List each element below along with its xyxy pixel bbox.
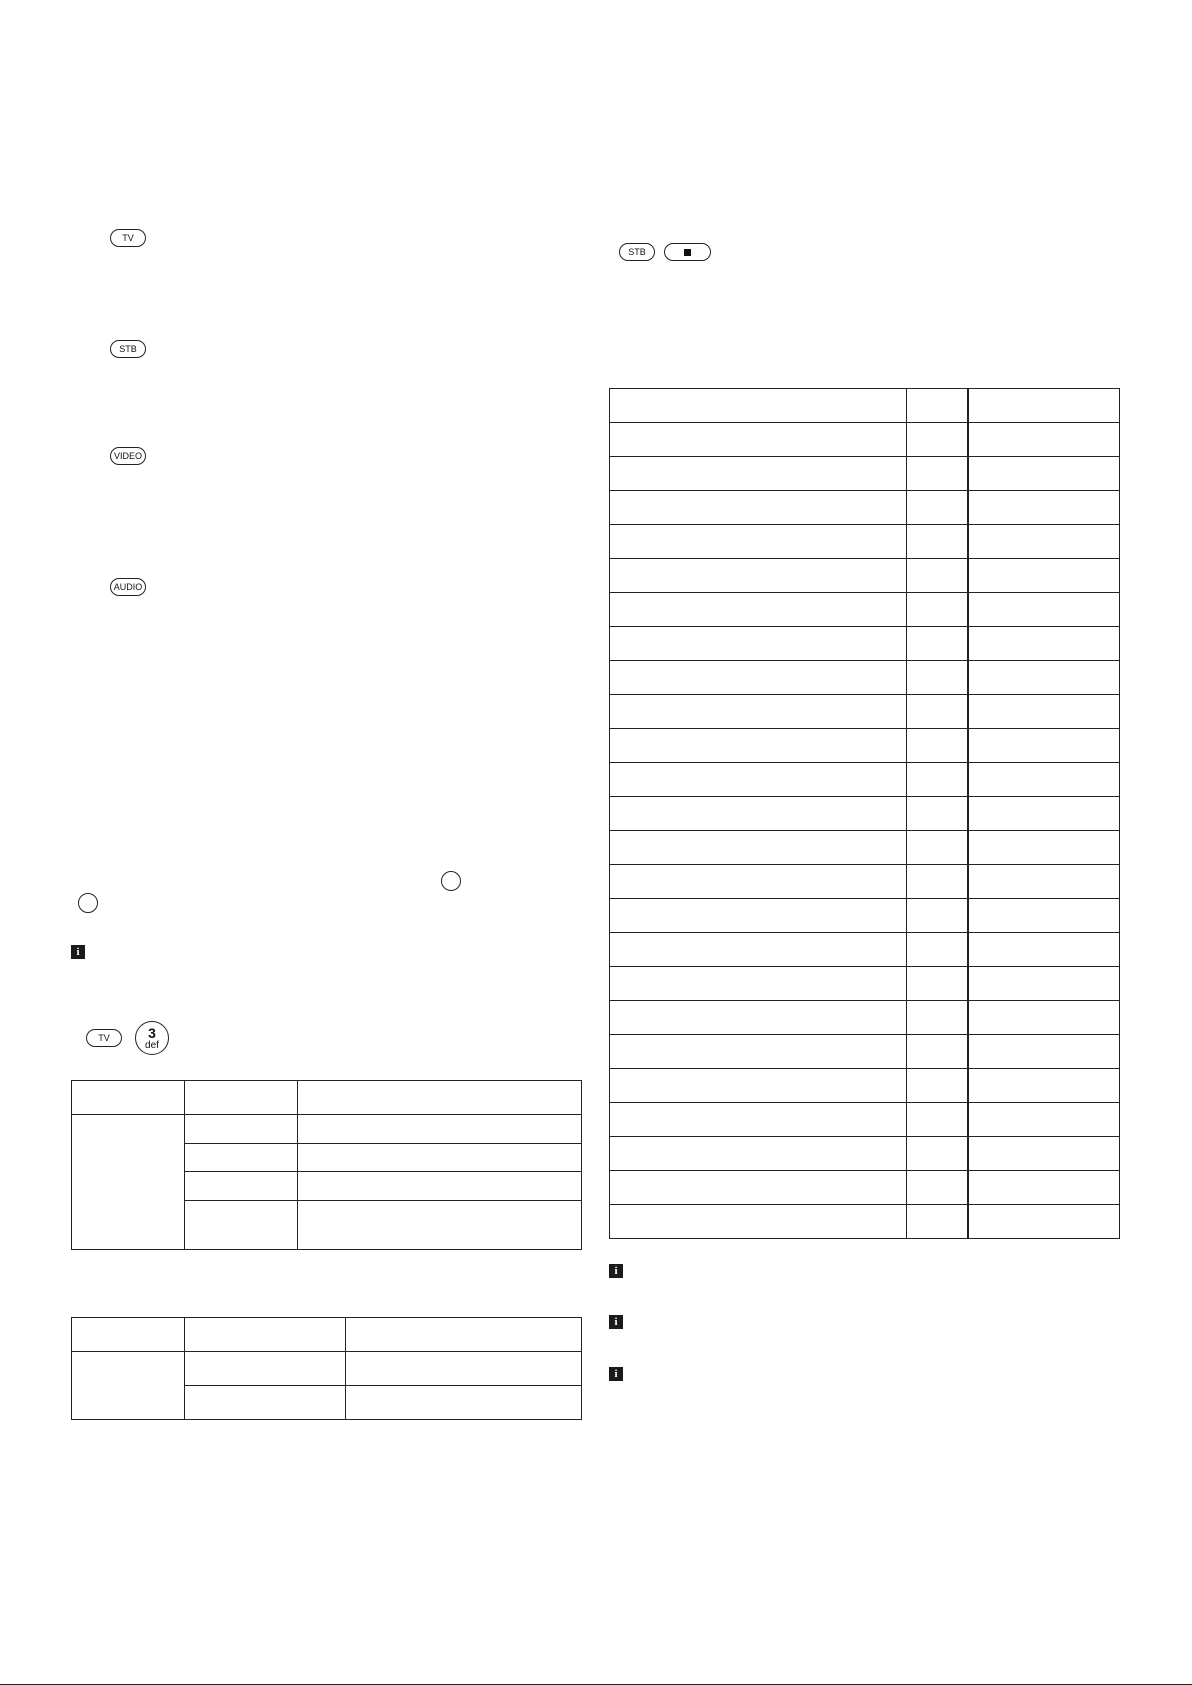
- table-cell: [907, 559, 968, 593]
- table-cell: [907, 865, 968, 899]
- info-icon: i: [71, 945, 85, 959]
- table-row: [610, 1205, 1120, 1239]
- table-row: [610, 899, 1120, 933]
- table-cell: [968, 729, 1120, 763]
- round-key-icon: [441, 871, 461, 891]
- table-cell: [968, 1103, 1120, 1137]
- table-cell: [185, 1318, 346, 1352]
- table-cell: [968, 695, 1120, 729]
- table-cell: [610, 763, 907, 797]
- tv-key-label: TV: [122, 232, 134, 243]
- digit-label: 3: [148, 1024, 156, 1041]
- table-row: [610, 389, 1120, 423]
- table-cell: [968, 933, 1120, 967]
- table-cell: [346, 1318, 582, 1352]
- table-cell: [968, 1137, 1120, 1171]
- table-cell: [72, 1318, 185, 1352]
- tv-key: [86, 1029, 122, 1047]
- table-cell: [610, 389, 907, 423]
- table-cell: [185, 1201, 298, 1250]
- stb-key-label: STB: [628, 246, 646, 257]
- table-cell: [346, 1386, 582, 1420]
- table-cell: [610, 967, 907, 1001]
- table-cell: [907, 593, 968, 627]
- table-cell: [72, 1115, 185, 1250]
- table-cell: [72, 1352, 185, 1420]
- table-cell: [610, 695, 907, 729]
- table-cell: [907, 933, 968, 967]
- letters-label: def: [145, 1039, 159, 1051]
- table-cell: [968, 1069, 1120, 1103]
- table-row: [610, 593, 1120, 627]
- table-cell: [72, 1081, 185, 1115]
- round-key-icon: [78, 893, 98, 913]
- table-cell: [185, 1172, 298, 1201]
- table-cell: [907, 661, 968, 695]
- table-cell: [610, 1035, 907, 1069]
- audio-key-label: AUDIO: [113, 581, 143, 592]
- code-table-3: [609, 388, 1120, 1239]
- table-cell: [610, 593, 907, 627]
- table-cell: [907, 389, 968, 423]
- table-row: [610, 1171, 1120, 1205]
- table-cell: [185, 1115, 298, 1144]
- info-icon: i: [609, 1264, 623, 1278]
- table-cell: [968, 559, 1120, 593]
- table-cell: [298, 1172, 582, 1201]
- table-row: [610, 559, 1120, 593]
- table-cell: [968, 1171, 1120, 1205]
- table-row: [610, 627, 1120, 661]
- table-cell: [610, 1103, 907, 1137]
- table-cell: [610, 1137, 907, 1171]
- table-cell: [968, 831, 1120, 865]
- table-cell: [968, 967, 1120, 1001]
- table-cell: [298, 1081, 582, 1115]
- table-cell: [907, 899, 968, 933]
- table-row: [610, 1001, 1120, 1035]
- table-cell: [185, 1081, 298, 1115]
- table-cell: [610, 865, 907, 899]
- table-cell: [610, 729, 907, 763]
- code-table-1: [71, 1080, 582, 1250]
- table-row: [610, 729, 1120, 763]
- table-row: [610, 1035, 1120, 1069]
- table-cell: [298, 1201, 582, 1250]
- table-cell: [907, 491, 968, 525]
- stb-key: [619, 243, 655, 261]
- table-row: [610, 1137, 1120, 1171]
- table-cell: [298, 1144, 582, 1172]
- table-cell: [968, 593, 1120, 627]
- table-cell: [346, 1352, 582, 1386]
- table-cell: [907, 1069, 968, 1103]
- table-cell: [968, 457, 1120, 491]
- table-row: [610, 525, 1120, 559]
- table-cell: [610, 831, 907, 865]
- table-row: [610, 933, 1120, 967]
- video-key-label: VIDEO: [113, 450, 142, 461]
- table-cell: [968, 627, 1120, 661]
- table-row: [610, 457, 1120, 491]
- table-cell: [610, 1069, 907, 1103]
- table-cell: [907, 695, 968, 729]
- table-cell: [185, 1352, 346, 1386]
- table-cell: [968, 797, 1120, 831]
- table-cell: [907, 763, 968, 797]
- table-row: [610, 865, 1120, 899]
- info-icon: i: [609, 1315, 623, 1329]
- tv-key-label: TV: [98, 1032, 110, 1043]
- table-row: [610, 1069, 1120, 1103]
- table-cell: [907, 967, 968, 1001]
- table-cell: [907, 457, 968, 491]
- table-cell: [907, 729, 968, 763]
- table-row: [610, 661, 1120, 695]
- info-icon: i: [609, 1367, 623, 1381]
- table-cell: [610, 1205, 907, 1239]
- table-row: [610, 797, 1120, 831]
- stb-key: [110, 340, 146, 358]
- table-cell: [968, 661, 1120, 695]
- table-cell: [907, 1001, 968, 1035]
- table-cell: [907, 797, 968, 831]
- table-cell: [907, 423, 968, 457]
- table-cell: [907, 1205, 968, 1239]
- table-cell: [298, 1115, 582, 1144]
- table-cell: [968, 1035, 1120, 1069]
- stop-key: [664, 243, 711, 261]
- table-row: [610, 423, 1120, 457]
- table-cell: [610, 491, 907, 525]
- table-cell: [610, 899, 907, 933]
- table-cell: [968, 525, 1120, 559]
- table-cell: [968, 899, 1120, 933]
- table-cell: [907, 1137, 968, 1171]
- table-cell: [968, 763, 1120, 797]
- table-cell: [907, 1103, 968, 1137]
- table-cell: [185, 1386, 346, 1420]
- table-cell: [968, 1205, 1120, 1239]
- table-cell: [968, 423, 1120, 457]
- table-cell: [610, 933, 907, 967]
- tv-key: [110, 229, 146, 247]
- table-cell: [610, 559, 907, 593]
- table-cell: [610, 423, 907, 457]
- audio-key: [110, 578, 146, 596]
- digit-3-key: [135, 1021, 169, 1055]
- table-cell: [185, 1144, 298, 1172]
- table-cell: [907, 627, 968, 661]
- table-cell: [968, 865, 1120, 899]
- table-cell: [968, 1001, 1120, 1035]
- table-cell: [907, 1171, 968, 1205]
- table-row: [610, 831, 1120, 865]
- table-row: [610, 491, 1120, 525]
- table-cell: [610, 525, 907, 559]
- table-cell: [610, 661, 907, 695]
- table-cell: [610, 627, 907, 661]
- stop-icon: [684, 249, 691, 256]
- table-row: [610, 967, 1120, 1001]
- table-row: [610, 695, 1120, 729]
- table-cell: [610, 1171, 907, 1205]
- table-row: [610, 763, 1120, 797]
- table-cell: [610, 797, 907, 831]
- table-cell: [610, 1001, 907, 1035]
- table-cell: [907, 525, 968, 559]
- code-table-2: [71, 1317, 582, 1420]
- table-cell: [968, 491, 1120, 525]
- table-cell: [907, 1035, 968, 1069]
- stb-key-label: STB: [119, 343, 137, 354]
- table-cell: [610, 457, 907, 491]
- video-key: [110, 447, 146, 465]
- table-cell: [907, 831, 968, 865]
- table-cell: [968, 389, 1120, 423]
- table-row: [610, 1103, 1120, 1137]
